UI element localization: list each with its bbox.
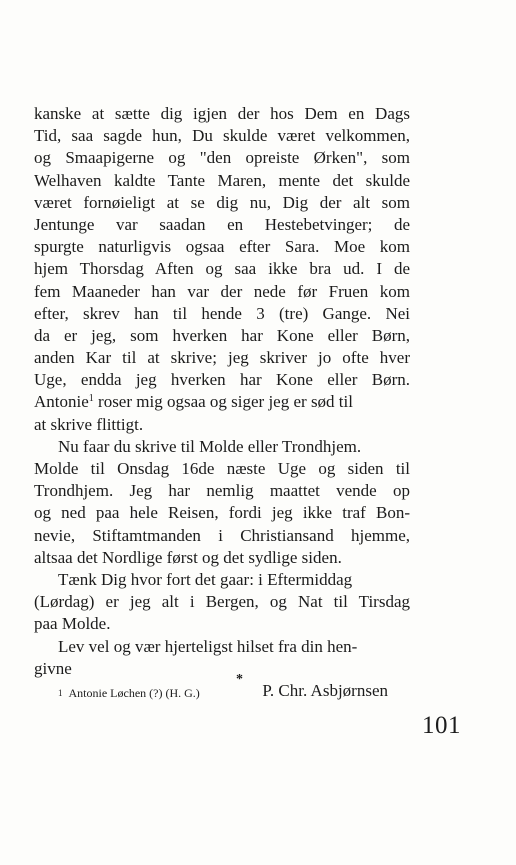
footnote-marker: 1: [58, 688, 63, 698]
paragraph-start-line: Lev vel og vær hjerteligst hilset fra din hen-: [58, 636, 358, 656]
text-line: anden Kar til at skrive; jeg skriver jo ofte hver: [34, 348, 410, 368]
text-line: Molde til Onsdag 16de næste Uge og siden til: [34, 459, 410, 478]
footnote-text: Antonie Løchen (?) (H. G.): [68, 686, 200, 700]
paragraph-start-line: Tænk Dig hvor fort det gaar: i Eftermiddag: [58, 569, 353, 589]
text-line-rest: roser mig ogsaa og siger jeg er sød til: [93, 392, 353, 412]
text-line: Tid, saa sagde hun, Du skulde været velkommen,: [34, 126, 410, 146]
text-line: Welhaven kaldte Tante Maren, mente det skulde: [34, 170, 410, 190]
page-number: 101: [422, 712, 461, 739]
text-line: efter, skrev han til hende 3 (tre) Gange. Nei: [34, 303, 410, 323]
text-line: [34, 391, 410, 413]
text-line: fem Maaneder han var der nede før Fruen kom: [34, 281, 410, 301]
text-line: Uge, endda jeg hverken har Kone eller Børn.: [34, 370, 410, 390]
text-line: Jentunge var saadan en Hestebetvinger; de: [34, 214, 410, 234]
text-line: nevie, Stiftamtmanden i Christiansand hjemme,: [34, 525, 410, 545]
signature: P. Chr. Asbjørnsen: [262, 680, 388, 700]
text-line: at skrive flittigt.: [34, 414, 144, 434]
text-line: altsaa det Nordlige først og det sydlige siden.: [34, 547, 342, 567]
footnote: [58, 686, 200, 701]
text-line: og Smaapigerne og "den opreiste Ørken", som: [34, 148, 410, 168]
text-line: givne: [34, 658, 72, 678]
text-line: da er jeg, som hverken har Kone eller Børn,: [34, 325, 410, 345]
text-line: og ned paa hele Reisen, fordi jeg ikke traf Bon-: [34, 503, 410, 523]
text-line: (Lørdag) er jeg alt i Bergen, og Nat til Tirsdag: [34, 592, 410, 612]
separator-asterisk: *: [236, 672, 243, 687]
text-line: Trondhjem. Jeg har nemlig maattet vende op: [34, 481, 410, 501]
text-line: været fornøieligt at se dig nu, Dig der alt som: [34, 192, 410, 212]
footnote-ref-name: Antonie: [34, 392, 89, 412]
text-line: hjem Thorsdag Aften og saa ikke bra ud. I de: [34, 259, 410, 279]
footnote-ref-marker: 1: [88, 393, 94, 405]
paragraph-start-line: Nu faar du skrive til Molde eller Trondhjem.: [58, 436, 362, 456]
text-line: kanske at sætte dig igjen der hos Dem en Dags: [34, 104, 410, 123]
letter-text: [34, 103, 410, 702]
text-line: paa Molde.: [34, 614, 111, 634]
text-line: spurgte naturligvis ogsaa efter Sara. Moe kom: [34, 237, 410, 257]
